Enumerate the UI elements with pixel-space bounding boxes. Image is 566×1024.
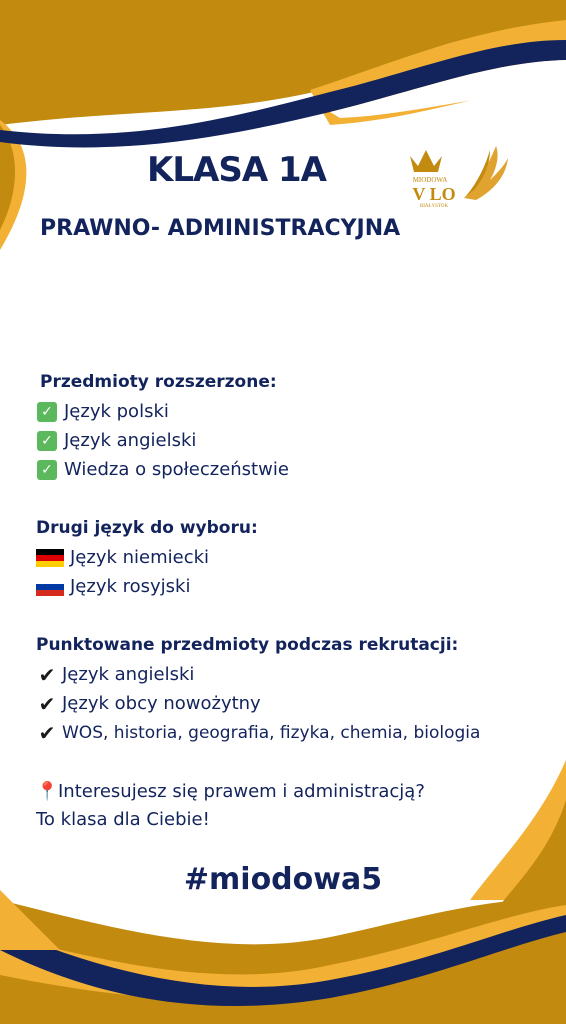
extended-subjects-heading: Przedmioty rozszerzone:	[40, 372, 277, 392]
green-checkbox-icon: ✓	[36, 402, 58, 422]
svg-text:BIAŁYSTOK: BIAŁYSTOK	[419, 204, 449, 208]
extended-subjects-section	[36, 368, 556, 484]
russia-flag-icon	[36, 578, 64, 596]
scored-subjects-heading: Punktowane przedmioty podczas rekrutacji:	[36, 635, 459, 655]
list-item	[36, 689, 556, 718]
checkmark-icon: ✔	[38, 662, 56, 687]
class-profile-subtitle: PRAWNO- ADMINISTRACYJNA	[40, 216, 401, 241]
list-item	[36, 572, 556, 601]
subject-label: WOS, historia, geografia, fizyka, chemia, biologia	[62, 722, 481, 743]
language-label: Język niemiecki	[70, 547, 210, 568]
germany-flag-icon	[36, 549, 64, 567]
second-language-heading: Drugi język do wyboru:	[36, 518, 258, 538]
subject-label: Język angielski	[64, 430, 197, 451]
subject-label: Język obcy nowożytny	[62, 693, 261, 714]
list-item	[36, 426, 556, 455]
svg-text:MIODOWA: MIODOWA	[412, 176, 448, 184]
pin-icon: 📍	[36, 781, 59, 802]
list-item	[36, 660, 556, 689]
subject-label: Język polski	[64, 401, 169, 422]
call-to-action	[36, 778, 425, 834]
subject-label: Wiedza o społeczeństwie	[64, 459, 289, 480]
subject-label: Język angielski	[62, 664, 195, 685]
svg-text:V LO: V LO	[412, 184, 456, 204]
second-language-section	[36, 514, 556, 601]
language-label: Język rosyjski	[70, 576, 191, 597]
scored-subjects-section	[36, 631, 556, 747]
list-item	[36, 397, 556, 426]
green-checkbox-icon: ✓	[36, 431, 58, 451]
list-item	[36, 455, 556, 484]
hashtag: #miodowa5	[183, 862, 383, 897]
cta-line-1	[36, 778, 425, 806]
checkmark-icon: ✔	[38, 720, 56, 745]
green-checkbox-icon: ✓	[36, 460, 58, 480]
page-title: KLASA 1A	[147, 150, 326, 190]
list-item	[36, 718, 556, 747]
list-item	[36, 543, 556, 572]
cta-question: Interesujesz się prawem i administracją?	[58, 781, 425, 802]
checkmark-icon: ✔	[38, 691, 56, 716]
cta-line-2: To klasa dla Ciebie!	[36, 809, 210, 830]
school-logo	[396, 136, 512, 208]
